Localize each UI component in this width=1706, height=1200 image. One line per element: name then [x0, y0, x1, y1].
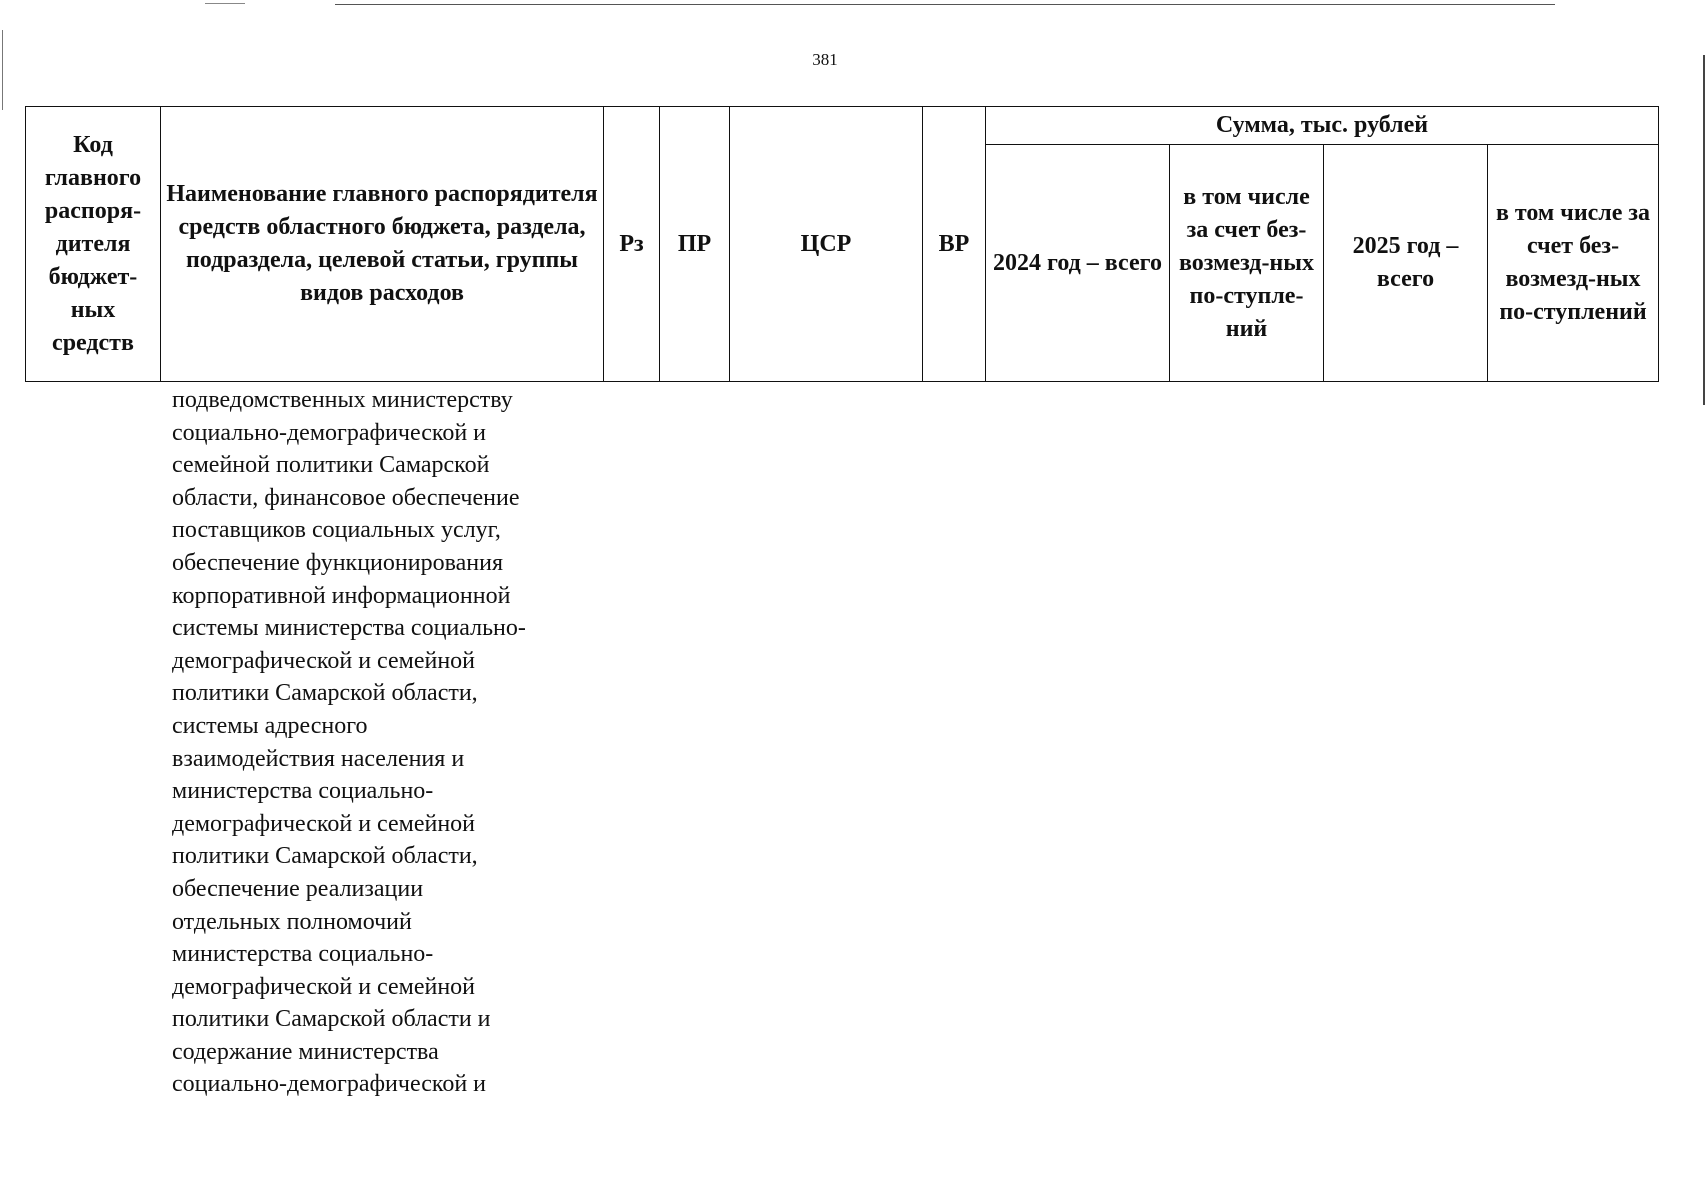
- header-code-col: Код главного распоря-дителя бюджет-ных средств: [26, 107, 161, 382]
- text-line: политики Самарской области,: [172, 680, 478, 707]
- budget-table-header: [25, 106, 1659, 382]
- scan-mark-top-left: [205, 3, 245, 4]
- header-vr-col: ВР: [923, 107, 986, 382]
- text-line: социально-демографической и: [172, 1071, 487, 1098]
- text-line: министерства социально-: [172, 778, 434, 805]
- scan-edge-right: [1703, 55, 1705, 405]
- top-rule: [335, 4, 1555, 5]
- text-line: политики Самарской области,: [172, 843, 478, 870]
- text-line: отдельных полномочий: [172, 908, 412, 935]
- text-line: обеспечение функционирования: [172, 549, 503, 576]
- text-line: семейной политики Самарской: [172, 452, 490, 479]
- header-name-col: Наименование главного распорядителя средств областного бюджета, раздела, подраздела, целевой статьи, группы видов расходов: [161, 107, 604, 382]
- page-number: 381: [812, 50, 838, 69]
- text-line: демографической и семейной: [172, 810, 476, 837]
- text-line: демографической и семейной: [172, 973, 476, 1000]
- text-line: корпоративной информационной: [172, 582, 511, 609]
- text-line: обеспечение реализации: [172, 875, 424, 902]
- scan-edge-left: [2, 30, 3, 110]
- header-2025-gratuitous: в том числе за счет без-возмезд-ных по-ступлений: [1488, 145, 1659, 382]
- text-line: поставщиков социальных услуг,: [172, 517, 501, 544]
- text-line: социально-демографической и: [172, 419, 487, 446]
- header-2024-total: 2024 год – всего: [986, 145, 1170, 382]
- header-2024-gratuitous: в том числе за счет без-возмезд-ных по-ступле-ний: [1170, 145, 1324, 382]
- header-pr-col: ПР: [660, 107, 730, 382]
- text-line: политики Самарской области и: [172, 1006, 491, 1033]
- text-line: содержание министерства: [172, 1038, 439, 1065]
- header-sum-group: Сумма, тыс. рублей: [986, 107, 1659, 145]
- text-line: системы министерства социально-: [172, 615, 526, 642]
- text-line: министерства социально-: [172, 941, 434, 968]
- row-description-text: [172, 384, 612, 1101]
- header-rz-col: Рз: [604, 107, 660, 382]
- text-line: области, финансовое обеспечение: [172, 484, 520, 511]
- header-2025-total: 2025 год – всего: [1324, 145, 1488, 382]
- text-line: взаимодействия населения и: [172, 745, 465, 772]
- text-line: демографической и семейной: [172, 647, 476, 674]
- text-line: подведомственных министерству: [172, 387, 513, 413]
- header-csr-col: ЦСР: [730, 107, 923, 382]
- text-line: системы адресного: [172, 712, 368, 739]
